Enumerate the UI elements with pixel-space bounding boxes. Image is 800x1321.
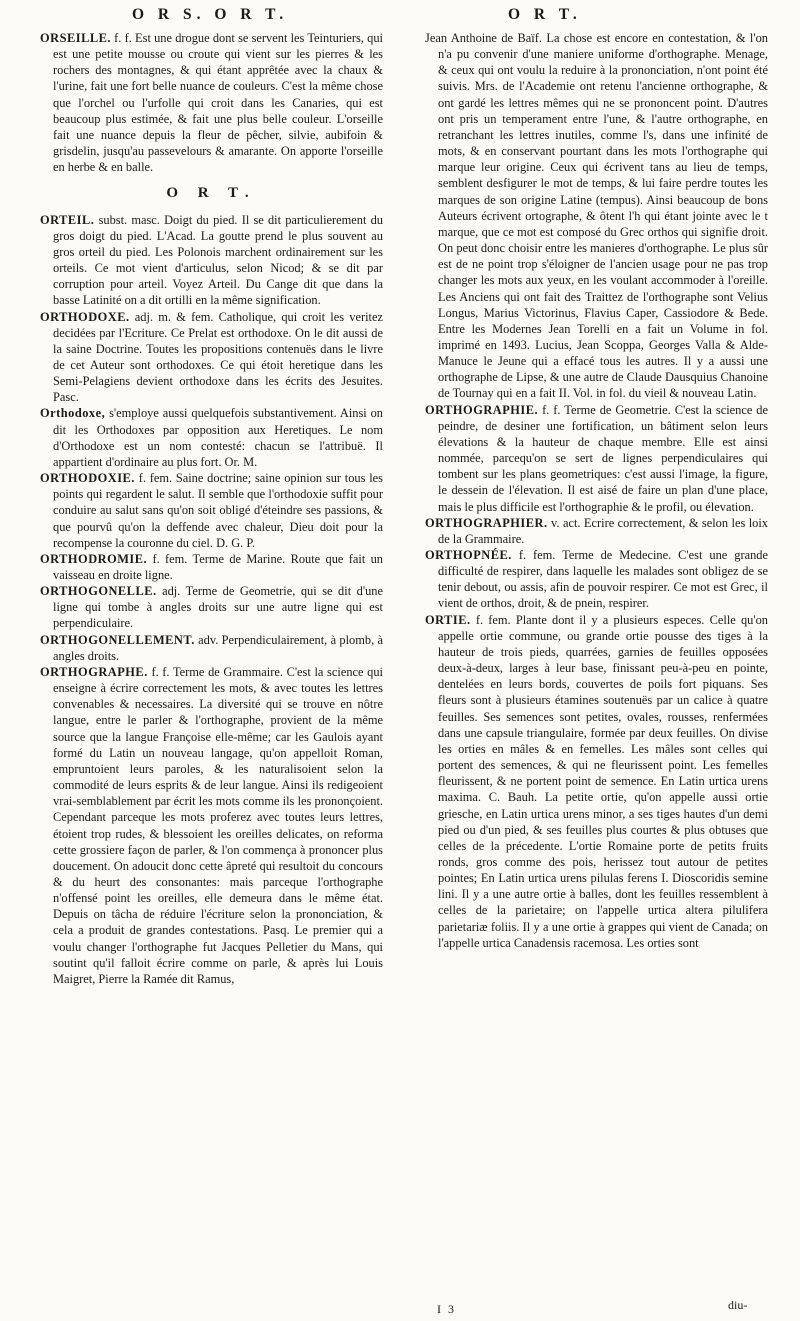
- gutter-bracket-mark: [396, 282, 397, 298]
- signature-mark: I 3: [437, 1302, 456, 1316]
- headword: ORTIE.: [425, 612, 471, 627]
- section-heading: O R T.: [166, 185, 257, 202]
- headword: ORTHODOXE.: [40, 309, 130, 324]
- entry-orthopnee: [425, 547, 768, 612]
- entry-orthographe-continued: [425, 30, 768, 402]
- entry-text: f. f. Est une drogue dont se servent les Teinturiers, qui est une petite mousse ou croute qui vient sur les pierres & les rochers des montagnes, & qui étant apprêtée avec la chaux & l'urine, fait une fort belle nuance de couleurs. C'est la même chose que l'orchel ou l'urfolle qui croit dans les Canaries, qui est beaucoup plus estimée, & fait une plus belle couleur. L'orseille fait une nuance depuis la fleur de pêcher, silvie, aubifoin & grisdelin, jusqu'au passevelours & amarante. On apporte l'orseille en herbe & en balle.: [53, 31, 383, 175]
- running-head-right: O R T.: [508, 6, 582, 23]
- headword: ORTHODOXIE.: [40, 471, 135, 486]
- headword: ORTHOPNÉE.: [425, 548, 512, 562]
- headword: ORTHOGRAPHIER.: [425, 515, 548, 530]
- entry-orthogonellement: [40, 632, 383, 664]
- entry-orthographier: [425, 515, 768, 547]
- entry-text: subst. masc. Doigt du pied. Il se dit particulierement du gros doigt du pied. L'Acad. La goutte prend le plus souvent au gros orteil du pied. Les Polonois marchent ordinairement sur les orteils. Ce mot vient d'articulus, selon Nicod; & se dit par corruption pour arteil. Voyez Arteil. Du Cange dit que dans la basse Latinité on a dit ortilli en la même signification.: [53, 212, 383, 308]
- entry-text: f. fem. Plante dont il y a plusieurs especes. Celle qu'on appelle ortie commune, ou grande ortie pousse des tiges à la hauteur de trois pieds, quarrées, garnies de feuilles opposées deux-à-deux, larges à leur base, finissant peu-à-peu en pointe, dentelées en leurs bords, couvertes de poils fort piquans. Ses fleurs sont à plusieurs étamines soutenuës par un calice à quatre feuilles. Ses semences sont petites, ovales, rousses, renfermées dans une capsule triangulaire, formée par deux feuilles. On divise les orties en mâles & en femelles. Les mâles sont celles qui portent des semences, & qui ne fleurissent point. Les femelles fleurissent, & ne portent point de semence. En Latin urtica urens maxima. C. Bauh. La petite ortie, qu'on appelle aussi ortie griesche, en Latin urtica urens minor, a ses tiges hautes d'un demi pied ou d'un pied, & ses feuilles plus courtes & plus obtuses que celles de la précedente. L'ortie Romaine porte de petits fruits ronds, gros comme des pois, herissez tout autour de petites pointes; En Latin urtica urens pilulas ferens I. Dioscoridis semine lini. Il y a une autre ortie à balles, dont les feuilles ressemblent à celles de la parietaire; on l'appelle urtica altera pilulifera parietariæ foliis. Il y a une ortie à grappes qui vient de Canada; on l'appelle urtica Canadensis racemosa. Les orties sont: [438, 612, 768, 950]
- entry-text: adj. Terme de Geometrie, qui se dit d'une ligne qui tombe à angles droits sur une autre ligne qui est perpendiculaire.: [53, 584, 383, 631]
- entry-ortie: [425, 612, 768, 951]
- entry-text: f. fem. Saine doctrine; saine opinion sur tous les points qui regardent le salut. Il semble que l'orthodoxie suffit pour conduire au salut sans qu'on soit obligé d'éteindre ses passions, & que pourvû qu'on la deffende avec chaleur, Dieu doit pour la recompense la couronne du ciel. D. G. P.: [53, 471, 383, 550]
- entry-text: f. f. Terme de Grammaire. C'est la science qui enseigne à écrire correctement les mots, & avec toutes les lettres convenables & necessaires. La diversité qui se trouve en nôtre langue, entre le parler & l'orthographe, provient de la même source que la langue Françoise elle-même; car les Gaulois ayant formé du Latin un nouveau langage, qu'on appelloit Roman, empruntoient leurs paroles, & les naturalisoient selon la commodité de leurs esprits & de leur langue. Ainsi ils redigeoient vrai-semblablement par écrit les mots comme ils les prononçoient. Cependant parceque les mots proferez avec toutes leurs lettres, étoient trop rudes, & blessoient les oreilles delicates, on reforma cette grossiere façon de parler, & l'on commença à prononcer plus doucement. On adoucit donc cette âpreté qui resultoit du concours & du heurt des consonantes: mais parceque l'orthographe n'offensé point les oreilles, elle demeura dans le même état. Depuis on tâcha de réduire l'écriture selon la prononciation, & cela a produit de grandes contestations. Pasq. Le premier qui a voulu changer l'orthographe fut Jacques Pelletier du Mans, qui soutint qu'il falloit écrire comme on parle, & après lui Louis Maigret, Pierre la Ramée dit Ramus,: [53, 664, 383, 986]
- headword: ORTHOGONELLEMENT.: [40, 632, 195, 647]
- entry-text: s'employe aussi quelquefois substantivement. Ainsi on dit les Orthodoxes par opposition aux Heretiques. Le nom d'Orthodoxe est un nom contesté: chacun se l'attribuë. Il appartient d'ordinaire au plus fort. Or. M.: [53, 406, 383, 469]
- headword: Orthodoxe,: [40, 406, 106, 421]
- entry-text: f. fem. Terme de Medecine. C'est une grande difficulté de respirer, dans laquelle les malades sont obligez de se tenir debout, ou assis, afin de pouvoir respirer. Ce mot est Grec, il vient de orthos, droit, & de pnein, respirer.: [438, 548, 768, 611]
- right-column: [425, 30, 768, 951]
- entry-text: adj. m. & fem. Catholique, qui croit les veritez decidées par l'Ecriture. Ce Prelat est orthodoxe. On le dit aussi de la saine Doctrine. Toutes les propositions contenuës dans le livre de cet Auteur sont orthodoxes. Ce qui étoit heretique dans les Semi-Pelagiens devient orthodoxe dans les écrits des Jesuites. Pasc.: [53, 309, 383, 405]
- entry-orteil: [40, 212, 383, 309]
- entry-orthodromie: [40, 551, 383, 583]
- entry-orthodoxe: [40, 309, 383, 406]
- headword: ORTEIL.: [40, 212, 95, 227]
- entry-text: f. f. Terme de Geometrie. C'est la science de peindre, de desiner une fortification, un bâtiment selon leurs élevations & la hauteur de chaque membre. Elle est ainsi nommée, parcequ'on se sert de lignes perpendiculaires qui tombent sur les plans geometriques: c'est aussi l'image, la figure, le dessein de l'élevation. Il est aisé de faire un plan d'une place, mais le plus difficile est l'orthographie & le profil, ou élevation.: [438, 402, 768, 514]
- entry-text: Jean Anthoine de Baïf. La chose est encore en contestation, & l'on n'a pu convenir d'une maniere uniforme d'orthographe. Menage, & ceux qui ont voulu la reduire à la prononciation, n'ont point été suivis. Mrs. de l'Academie ont retenu l'ancienne orthographe, & ont gardé les lettres mêmes qui ne se prononcent point. D'autres ont pris un temperament entre l'une, & l'autre orthographe, en retranchant les lettres inutiles, comme l's, dans une infinité de mots, & en conservant pourtant dans les mots l'orthographe qui marque leur origine. Ceux qui écrivent tans au lieu de temps, semblent desfigurer le mot de temps, & lui faire perdre toutes les marques de son origine Latine (tempus). Ainsi beaucoup de bons Auteurs écrivent ortographe, & ôtent l'h qui étant jointe avec le t marque, que ce mot est composé du Grec orthos qui signifie droit. On peut donc choisir entre les manieres d'orthographe. Le plus sûr est de ne point trop s'éloigner de l'ancien usage pour ne pas trop changer les mots aux yeux, en les voulant accommoder à l'oreille. Les Anciens qui ont fait des Traittez de l'orthographe sont Velius Longus, Marius Victorinus, Flavius Caper, Cassiodore & Bede. Entre les Modernes Jean Torelli en a fait un Volume in fol. imprimé en 1493. Lucius, Jean Scoppa, Georges Valla & Alde-Manuce le Jeune qui a effacé tous les autres. Il y a aussi une orthographe de Lipse, & une autre de Claude Dausquius Chanoine de Tournay qui en a fait II. Vol. in fol. du vieil & nouveau Latin.: [425, 31, 768, 401]
- entry-orthodoxie: [40, 470, 383, 551]
- entry-text: f. fem. Terme de Marine. Route que fait un vaisseau en droite ligne.: [53, 551, 383, 582]
- entry-orthodoxe-subst: [40, 405, 383, 470]
- entry-orthogonelle: [40, 583, 383, 631]
- headword: ORTHODROMIE.: [40, 551, 148, 566]
- entry-orseille: [40, 30, 383, 175]
- catchword: diu-: [728, 1298, 748, 1312]
- entry-text: adv. Perpendiculairement, à plomb, à angles droits.: [53, 632, 383, 663]
- running-head-left: O R S. O R T.: [132, 6, 289, 23]
- entry-orthographe: [40, 664, 383, 987]
- headword: ORTHOGONELLE.: [40, 584, 157, 599]
- entry-text: v. act. Ecrire correctement, & selon les loix de la Grammaire.: [438, 515, 768, 546]
- left-column: [40, 30, 383, 987]
- headword: ORTHOGRAPHE.: [40, 664, 148, 679]
- entry-orthographie: [425, 402, 768, 515]
- headword: ORTHOGRAPHIE.: [425, 402, 539, 417]
- headword: ORSEILLE.: [40, 31, 111, 45]
